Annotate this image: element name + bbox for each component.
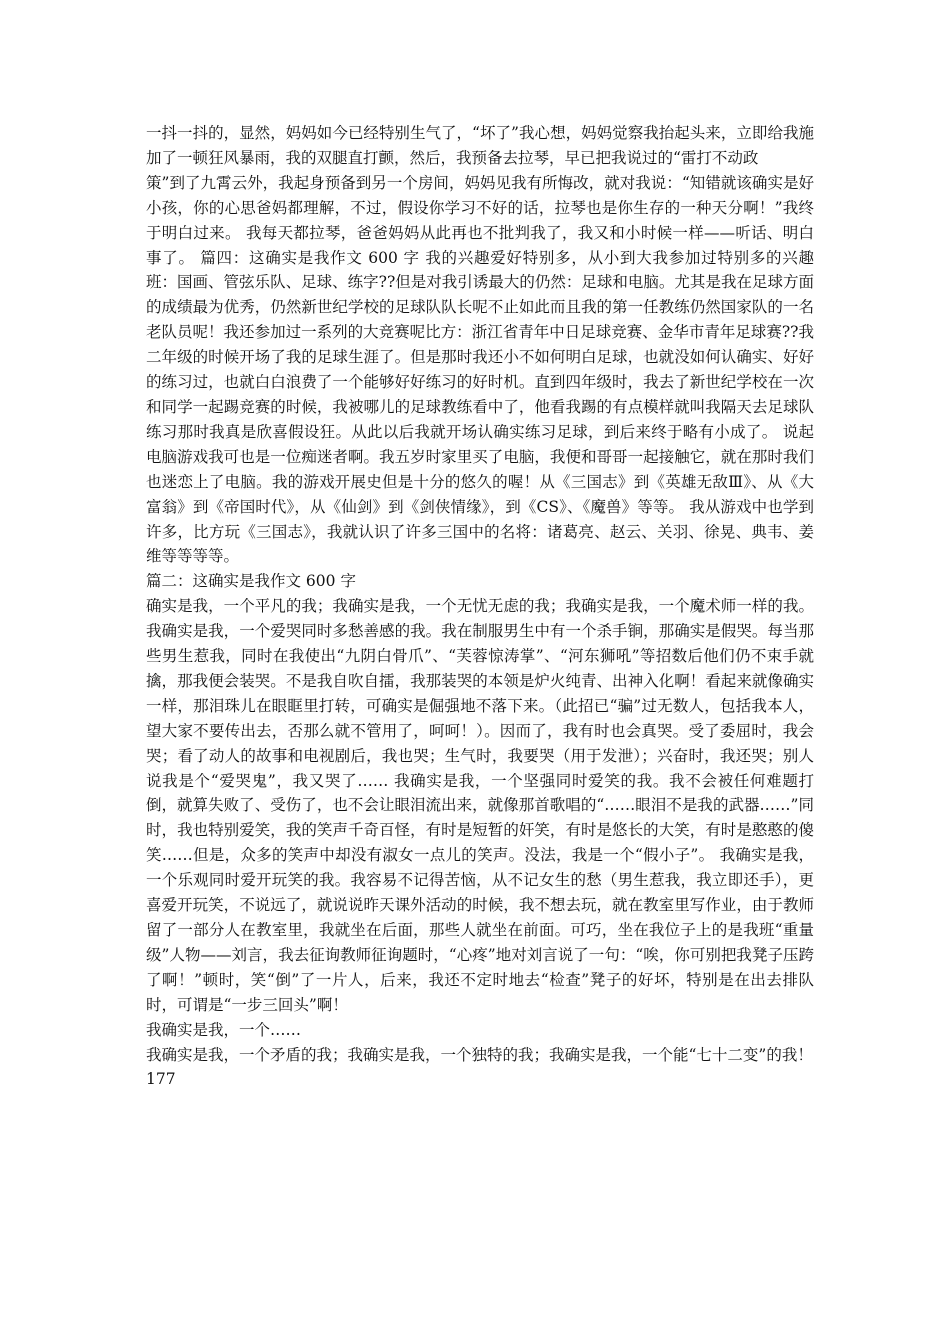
section-heading: 篇二：这确实是我作文 600 字 (146, 572, 356, 591)
document-page (146, 121, 814, 1092)
paragraph-1: 一抖一抖的，显然，妈妈如今已经特别生气了，“坏了”我心想，妈妈觉察我抬起头来，立即给我施加了一顿狂风暴雨，我的双腿直打颤，然后，我预备去拉琴，早已把我说过的“雷打不动政 (146, 124, 814, 167)
paragraph-3: 确实是我，一个平凡的我；我确实是我，一个无忧无虑的我；我确实是我，一个魔术师一样的我。 我确实是我，一个爱哭同时多愁善感的我。我在制服男生中有一个杀手锏，那确实是假哭。每当那些男生惹我，同时在我使出“九阴白骨爪”、“芙蓉惊涛掌”、“河东狮吼”等招数后他们仍不束手就擒，那我便会装哭。不是我自吹自擂，我那装哭的本领是炉火纯青、出神入化啊！看起来就像确实一样，那泪珠儿在眼眶里打转，可确实是倔强地不落下来。（此招已“骗”过无数人，包括我本人，望大家不要传出去，否那么就不管用了，呵呵！）。因而了，我有时也会真哭。受了委屈时，我会哭；看了动人的故事和电视剧后，我也哭；生气时，我要哭（用于发泄）；兴奋时，我还哭；别人说我是个“爱哭鬼”，我又哭了…… 我确实是我，一个坚强同时爱笑的我。我不会被任何难题打倒，就算失败了、受伤了，也不会让眼泪流出来，就像那首歌唱的“……眼泪不是我的武器……”同时，我也特别爱笑，我的笑声千奇百怪，有时是短暂的奸笑，有时是悠长的大笑，有时是憨憨的傻笑……但是，众多的笑声中却没有淑女一点儿的笑声。没法，我是一个“假小子”。 我确实是我，一个乐观同时爱开玩笑的我。我容易不记得苦恼，从不记女生的愁（男生惹我，我立即还手），更喜爱开玩笑，不说远了，就说说昨天课外活动的时候，我不想去玩，就在教室里写作业，由于教师留了一部分人在教室里，我就坐在后面，那些人就坐在前面。可巧，坐在我位子上的是我班“重量级”人物——刘言，我去征询教师征询题时，“心疼”地对刘言说了一句：“唉，你可别把我凳子压跨了啊！”顿时，笑“倒”了一片人，后来，我还不定时地去“检查”凳子的好坏，特别是在出去排队时，可谓是“一步三回头”啊！ (146, 597, 814, 1014)
paragraph-5: 我确实是我，一个矛盾的我；我确实是我，一个独特的我；我确实是我，一个能“七十二变”的我！ (146, 1045, 813, 1064)
paragraph-4: 我确实是我，一个…… (146, 1020, 302, 1039)
page-number: 177 (146, 1070, 176, 1089)
paragraph-2: 策”到了九霄云外，我起身预备到另一个房间，妈妈见我有所悔改，就对我说：“知错就该确实是好小孩，你的心思爸妈都理解，不过，假设你学习不好的话，拉琴也是你生存的一种天分啊！”我终于明白过来。 我每天都拉琴，爸爸妈妈从此再也不批判我了，我又和小时候一样——听话、明白事了。 篇四：这确实是我作文 600 字 我的兴趣爱好特别多，从小到大我参加过特别多的兴趣班：国画、管弦乐队、足球、练字??但是对我引诱最大的仍然：足球和电脑。尤其是我在足球方面的成绩最为优秀，仍然新世纪学校的足球队队长呢不止如此而且我的第一任教练仍然国家队的一名老队员呢！我还参加过一系列的大竞赛呢比方：浙江省青年中日足球竞赛、金华市青年足球赛??我二年级的时候开场了我的足球生涯了。但是那时我还小不如何明白足球，也就没如何认确实、好好的练习过，也就白白浪费了一个能够好好练习的好时机。直到四年级时，我去了新世纪学校在一次和同学一起踢竞赛的时候，我被哪儿的足球教练看中了，他看我踢的有点模样就叫我隔天去足球队练习那时我真是欣喜假设狂。从此以后我就开场认确实练习足球，到后来终于略有小成了。 说起电脑游戏我可也是一位痴迷者啊。我五岁时家里买了电脑，我便和哥哥一起接触它，就在那时我们也迷恋上了电脑。我的游戏开展史但是十分的悠久的喔！从《三国志》到《英雄无敌Ⅲ》、从《大富翁》到《帝国时代》，从《仙剑》到《剑侠情缘》，到《CS》、《魔兽》等等。 我从游戏中也学到许多，比方玩《三国志》，我就认识了许多三国中的名将：诸葛亮、赵云、关羽、徐晃、典韦、姜维等等等等。 (146, 173, 814, 566)
